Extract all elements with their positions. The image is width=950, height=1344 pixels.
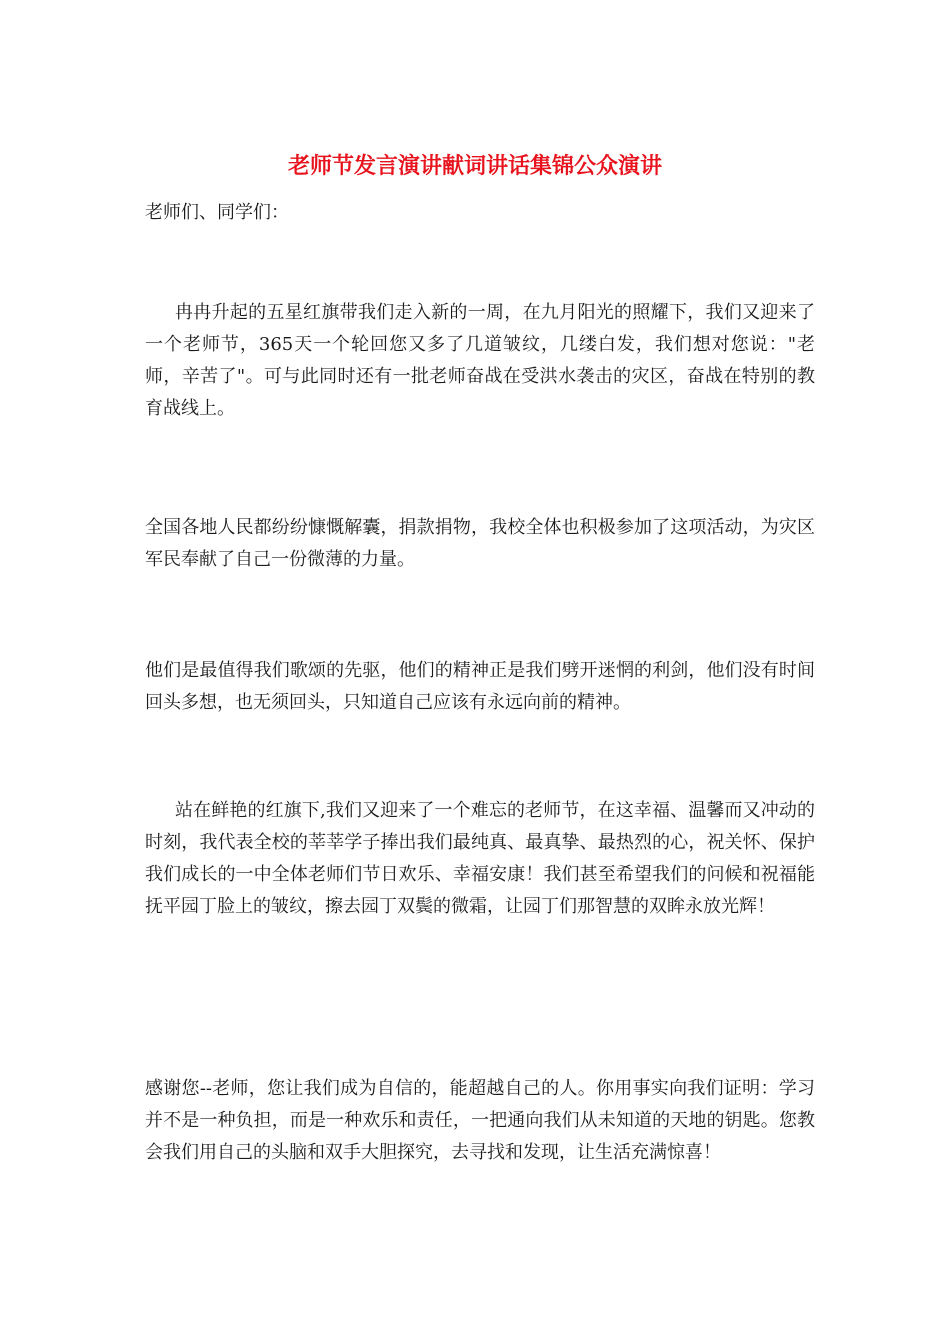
salutation: 老师们、同学们： <box>145 202 289 223</box>
paragraph: 全国各地人民都纷纷慷慨解囊，捐款捐物，我校全体也积极参加了这项活动，为灾区军民奉献了自己一份微薄的力量。 <box>145 517 815 570</box>
paragraph: 他们是最值得我们歌颂的先驱，他们的精神正是我们劈开迷惘的利剑，他们没有时间回头多想，也无须回头，只知道自己应该有永远向前的精神。 <box>145 660 815 713</box>
paragraph: 冉冉升起的五星红旗带我们走入新的一周，在九月阳光的照耀下，我们又迎来了一个老师节，365天一个轮回您又多了几道皱纹，几缕白发，我们想对您说："老师，辛苦了"。可与此同时还有一批老师奋战在受洪水袭击的灾区，奋战在特别的教育战线上。 <box>145 302 815 419</box>
paragraph: 感谢您--老师，您让我们成为自信的，能超越自己的人。你用事实向我们证明：学习并不是一种负担，而是一种欢乐和责任，一把通向我们从未知道的天地的钥匙。您教会我们用自己的头脑和双手大胆探究，去寻找和发现，让生活充满惊喜！ <box>145 1078 815 1163</box>
paragraph: 站在鲜艳的红旗下,我们又迎来了一个难忘的老师节，在这幸福、温馨而又冲动的时刻，我代表全校的莘莘学子捧出我们最纯真、最真挚、最热烈的心，祝关怀、保护我们成长的一中全体老师们节日欢乐、幸福安康！我们甚至希望我们的问候和祝福能抚平园丁脸上的皱纹，擦去园丁双鬓的微霜，让园丁们那智慧的双眸永放光辉！ <box>145 800 815 917</box>
document-title: 老师节发言演讲献词讲话集锦公众演讲 <box>287 154 662 179</box>
